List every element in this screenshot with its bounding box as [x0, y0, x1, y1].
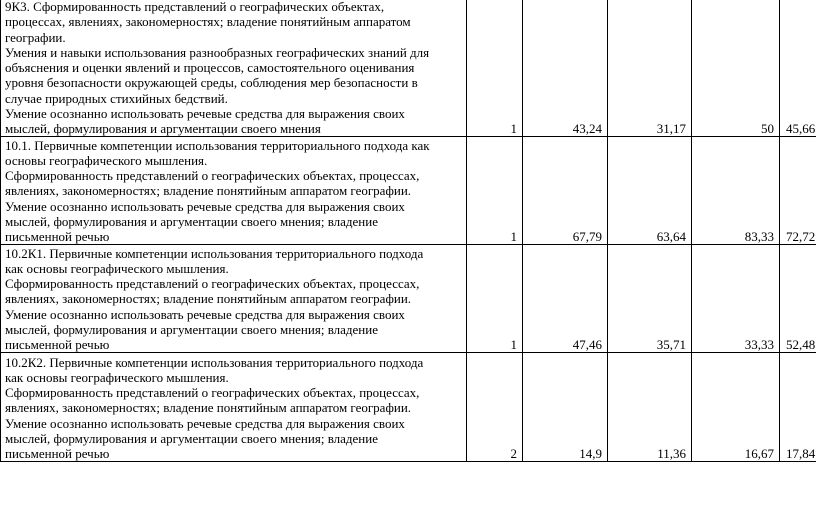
competency-text-line: письменной речью: [5, 337, 110, 352]
table-row: [1, 245, 816, 353]
percent-cell: 52,48: [780, 245, 816, 353]
competency-text-line: процессах, явлениях, закономерностях; владение понятийным аппаратом: [5, 14, 411, 30]
competency-text-line: уровня безопасности окружающей среды, соблюдения мер безопасности в: [5, 75, 418, 91]
competency-text-line: 9К3. Сформированность представлений о географических объектах,: [5, 0, 385, 14]
competency-text-line: основы географического мышления.: [5, 152, 208, 168]
competency-cell: [1, 245, 467, 353]
competency-text-line: мыслей, формулирования и аргументации своего мнения; владение: [5, 321, 378, 337]
competency-text-line: явлениях, закономерностях; владение понятийным аппаратом географии.: [5, 291, 412, 307]
percent-cell: 63,64: [608, 137, 692, 245]
count-cell: 1: [467, 0, 523, 137]
competency-text-line: как основы географического мышления.: [5, 260, 229, 276]
competency-text-line: письменной речью: [5, 446, 110, 461]
percent-cell: 16,67: [692, 353, 780, 462]
percent-cell: 67,79: [523, 137, 608, 245]
percent-cell: 31,17: [608, 0, 692, 137]
percent-cell: 14,9: [523, 353, 608, 462]
competency-text-line: 10.2К1. Первичные компетенции использования территориального подхода: [5, 245, 424, 261]
competency-text-line: случае природных стихийных бедствий.: [5, 90, 228, 106]
competency-cell: [1, 353, 467, 462]
competency-text-line: Умение осознанно использовать речевые средства для выражения своих: [5, 415, 405, 431]
percent-cell: 72,72: [780, 137, 816, 245]
competency-text-line: мыслей, формулирования и аргументации своего мнения; владение: [5, 430, 378, 446]
competency-text-line: как основы географического мышления.: [5, 369, 229, 385]
competency-text-line: мыслей, формулирования и аргументации своего мнения; владение: [5, 213, 378, 229]
percent-cell: 33,33: [692, 245, 780, 353]
competency-text-line: географии.: [5, 29, 66, 45]
competency-text-line: Сформированность представлений о географических объектах, процессах,: [5, 385, 420, 400]
table-row: [1, 137, 816, 245]
percent-cell: 45,66: [780, 0, 816, 137]
count-cell: 1: [467, 137, 523, 245]
competency-text-line: Сформированность представлений о географических объектах, процессах,: [5, 168, 420, 183]
percent-cell: 50: [692, 0, 780, 137]
count-cell: 2: [467, 353, 523, 462]
competency-text-line: явлениях, закономерностях; владение понятийным аппаратом географии.: [5, 183, 412, 199]
competency-text-line: 10.2К2. Первичные компетенции использования территориального подхода: [5, 354, 424, 370]
competency-text-line: письменной речью: [5, 229, 110, 244]
table-row: [1, 0, 816, 137]
competency-text-line: 10.1. Первичные компетенции использования территориального подхода как: [5, 137, 430, 153]
count-cell: 1: [467, 245, 523, 353]
competency-text-line: мыслей, формулирования и аргументации своего мнения: [5, 121, 321, 136]
competency-cell: [1, 0, 467, 137]
percent-cell: 11,36: [608, 353, 692, 462]
percent-cell: 83,33: [692, 137, 780, 245]
percent-cell: 17,84: [780, 353, 816, 462]
competency-text-line: Умение осознанно использовать речевые средства для выражения своих: [5, 105, 405, 121]
competency-cell: [1, 137, 467, 245]
percent-cell: 43,24: [523, 0, 608, 137]
percent-cell: 47,46: [523, 245, 608, 353]
competency-text-line: Умение осознанно использовать речевые средства для выражения своих: [5, 198, 405, 214]
competency-text-line: Умения и навыки использования разнообразных географических знаний для: [5, 44, 430, 60]
competency-text-line: явлениях, закономерностях; владение понятийным аппаратом географии.: [5, 400, 412, 416]
competency-text-line: Сформированность представлений о географических объектах, процессах,: [5, 276, 420, 291]
percent-cell: 35,71: [608, 245, 692, 353]
competency-text-line: Умение осознанно использовать речевые средства для выражения своих: [5, 306, 405, 322]
competency-text-line: объяснения и оценки явлений и процессов, самостоятельного оценивания: [5, 60, 415, 75]
table-row: [1, 353, 816, 462]
